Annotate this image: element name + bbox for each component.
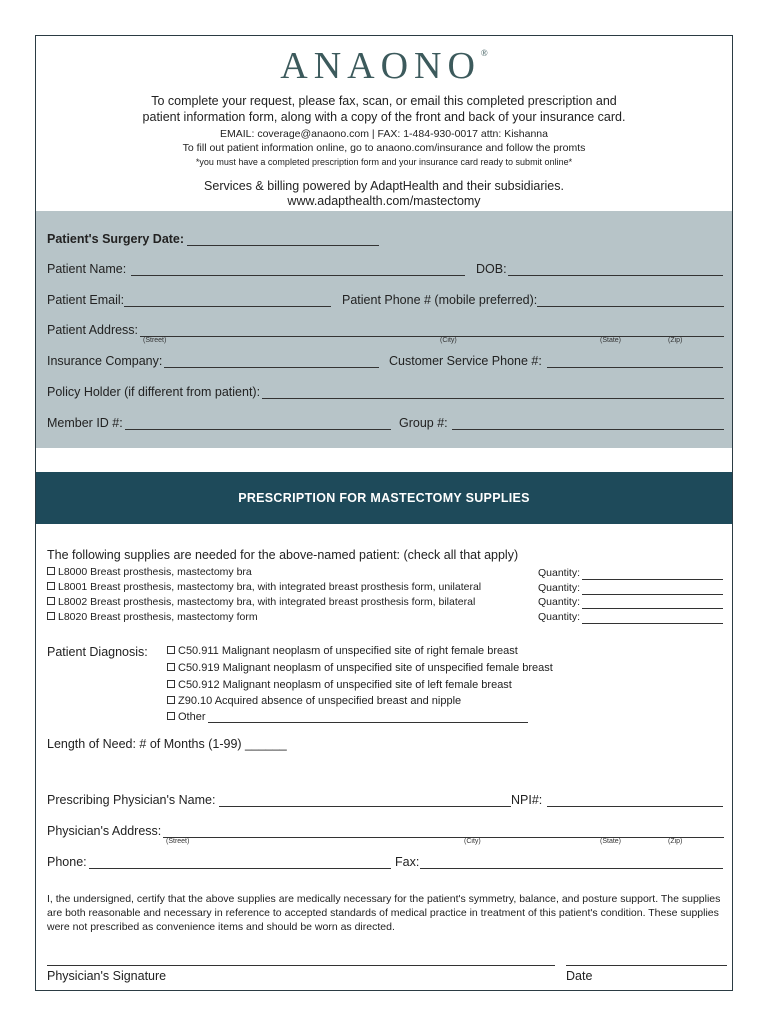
dob-field[interactable] xyxy=(508,275,723,276)
quantity-field[interactable] xyxy=(582,623,723,624)
supply-item-l8001[interactable]: L8001 Breast prosthesis, mastectomy bra, with integrated breast prosthesis form, unilateral xyxy=(47,581,481,593)
patient-phone-field[interactable] xyxy=(537,306,724,307)
member-id-label: Member ID #: xyxy=(47,416,123,430)
diagnosis-option[interactable]: C50.912 Malignant neoplasm of unspecified site of left female breast xyxy=(167,679,512,691)
services-line: Services & billing powered by AdaptHealth and their subsidiaries. xyxy=(204,179,564,193)
quantity-label: Quantity: xyxy=(538,582,581,594)
contact-info: EMAIL: coverage@anaono.com | FAX: 1-484-930-0017 attn: Kishanna xyxy=(219,128,548,140)
checkbox[interactable] xyxy=(47,567,55,575)
city-sublabel: (City) xyxy=(440,337,457,344)
group-label: Group #: xyxy=(399,416,448,430)
prescription-banner xyxy=(36,472,732,524)
intro-line-1: To complete your request, please fax, scan, or email this completed prescription and xyxy=(151,94,617,108)
checkbox[interactable] xyxy=(167,712,175,720)
physician-fax-field[interactable] xyxy=(420,868,723,869)
physician-name-field[interactable] xyxy=(219,806,511,807)
signature-field[interactable] xyxy=(47,965,555,966)
diagnosis-option[interactable]: C50.911 Malignant neoplasm of unspecified site of right female breast xyxy=(167,645,518,657)
checkbox[interactable] xyxy=(167,646,175,654)
quantity-field[interactable] xyxy=(582,579,723,580)
surgery-date-label: Patient's Surgery Date: xyxy=(47,232,185,246)
online-instructions: To fill out patient information online, go to anaono.com/insurance and follow the promts xyxy=(182,142,586,154)
patient-name-label: Patient Name: xyxy=(47,262,127,276)
date-field[interactable] xyxy=(566,965,727,966)
member-id-field[interactable] xyxy=(125,429,391,430)
physician-name-label: Prescribing Physician's Name: xyxy=(47,793,216,807)
customer-service-field[interactable] xyxy=(547,367,723,368)
city-sublabel: (City) xyxy=(464,838,481,845)
surgery-date-field[interactable] xyxy=(187,245,379,246)
length-of-need[interactable]: Length of Need: # of Months (1-99) ______ xyxy=(47,737,287,751)
physician-phone-field[interactable] xyxy=(89,868,391,869)
patient-email-label: Patient Email: xyxy=(47,293,125,307)
supply-item-l8002[interactable]: L8002 Breast prosthesis, mastectomy bra, with integrated breast prosthesis form, bilateral xyxy=(47,596,475,608)
online-note: *you must have a completed prescription form and your insurance card ready to submit online* xyxy=(195,157,573,167)
group-field[interactable] xyxy=(452,429,724,430)
physician-address-label: Physician's Address: xyxy=(47,824,162,838)
quantity-label: Quantity: xyxy=(538,567,581,579)
zip-sublabel: (Zip) xyxy=(668,838,683,845)
state-sublabel: (State) xyxy=(600,337,622,344)
date-label: Date xyxy=(566,969,593,983)
quantity-label: Quantity: xyxy=(538,611,581,623)
state-sublabel: (State) xyxy=(600,838,622,845)
anaono-logo xyxy=(35,44,733,88)
registered-mark: ® xyxy=(480,48,488,58)
supply-item-l8000[interactable]: L8000 Breast prosthesis, mastectomy bra xyxy=(47,566,252,578)
quantity-field[interactable] xyxy=(582,594,723,595)
npi-field[interactable] xyxy=(547,806,723,807)
policy-holder-label: Policy Holder (if different from patient): xyxy=(47,385,261,399)
street-sublabel: (Street) xyxy=(143,337,167,344)
checkbox[interactable] xyxy=(47,612,55,620)
website-line: www.adapthealth.com/mastectomy xyxy=(287,194,481,208)
street-sublabel: (Street) xyxy=(166,838,190,845)
patient-address-field[interactable] xyxy=(140,336,724,337)
logo-text: ANAONO xyxy=(280,45,481,87)
diagnosis-label: Patient Diagnosis: xyxy=(47,645,148,659)
checkbox[interactable] xyxy=(47,597,55,605)
physician-fax-label: Fax: xyxy=(395,855,420,869)
physician-address-field[interactable] xyxy=(163,837,724,838)
supply-item-l8020[interactable]: L8020 Breast prosthesis, mastectomy form xyxy=(47,611,258,623)
intro-line-2: patient information form, along with a copy of the front and back of your insurance card. xyxy=(142,110,626,124)
diagnosis-option-other[interactable]: Other xyxy=(167,711,206,723)
insurance-company-field[interactable] xyxy=(164,367,379,368)
certification-text: I, the undersigned, certify that the above supplies are medically necessary for the patient's symmetry, balance, and posture support. The supplies are both reasonable and necessary in reference to accepted standards of medical practice in treatment of this patient's condition. These supplies were not prescribed as convenience items and should be worn as directed. xyxy=(47,893,721,933)
patient-name-field[interactable] xyxy=(131,275,465,276)
checkbox[interactable] xyxy=(167,663,175,671)
diagnosis-option[interactable]: C50.919 Malignant neoplasm of unspecified site of unspecified female breast xyxy=(167,662,553,674)
supplies-heading: The following supplies are needed for the above-named patient: (check all that apply) xyxy=(47,548,519,562)
diagnosis-option[interactable]: Z90.10 Acquired absence of unspecified breast and nipple xyxy=(167,695,461,707)
physician-phone-label: Phone: xyxy=(47,855,87,869)
quantity-field[interactable] xyxy=(582,608,723,609)
signature-label: Physician's Signature xyxy=(47,969,167,983)
insurance-company-label: Insurance Company: xyxy=(47,354,163,368)
dob-label: DOB: xyxy=(476,262,507,276)
checkbox[interactable] xyxy=(167,680,175,688)
patient-address-label: Patient Address: xyxy=(47,323,139,337)
zip-sublabel: (Zip) xyxy=(668,337,683,344)
patient-info-panel xyxy=(36,211,732,448)
checkbox[interactable] xyxy=(167,696,175,704)
customer-service-label: Customer Service Phone #: xyxy=(389,354,542,368)
other-diagnosis-field[interactable] xyxy=(208,722,528,723)
npi-label: NPI#: xyxy=(511,793,543,807)
quantity-label: Quantity: xyxy=(538,596,581,608)
policy-holder-field[interactable] xyxy=(262,398,724,399)
checkbox[interactable] xyxy=(47,582,55,590)
patient-phone-label: Patient Phone # (mobile preferred): xyxy=(342,293,538,307)
banner-title: PRESCRIPTION FOR MASTECTOMY SUPPLIES xyxy=(238,491,530,505)
patient-email-field[interactable] xyxy=(124,306,331,307)
